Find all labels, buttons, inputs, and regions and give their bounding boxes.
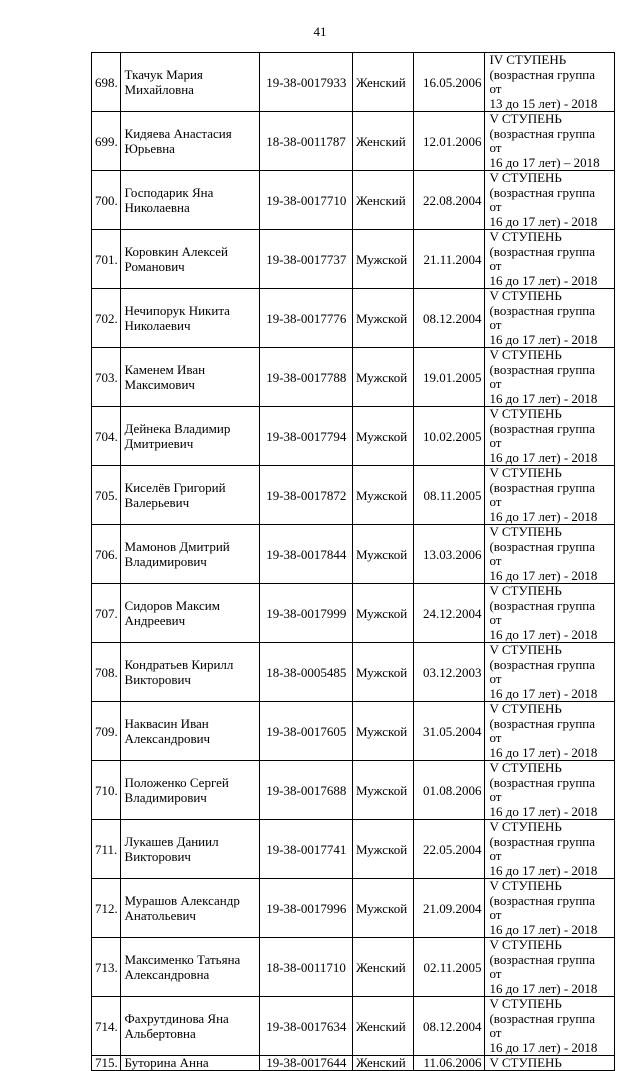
row-number-cell: 715. <box>92 1056 121 1071</box>
level-line: IV СТУПЕНЬ <box>489 52 567 67</box>
table-row <box>92 643 615 702</box>
level-line: (возрастная группа от <box>489 125 596 155</box>
table-row <box>92 938 615 997</box>
level-cell <box>485 997 615 1056</box>
name-cell: Сидоров Максим Андреевич <box>120 584 260 643</box>
level-line: V СТУПЕНЬ <box>489 996 562 1011</box>
level-line: V СТУПЕНЬ <box>489 701 562 716</box>
id-number-cell: 19-38-0017634 <box>260 997 353 1056</box>
birth-date-cell: 08.12.2004 <box>414 997 485 1056</box>
row-number-cell: 706. <box>92 525 121 584</box>
id-number-cell: 19-38-0017605 <box>260 702 353 761</box>
name-cell: Ткачук Мария Михайловна <box>120 53 260 112</box>
name-cell: Дейнека Владимир Дмитриевич <box>120 407 260 466</box>
level-cell <box>485 289 615 348</box>
level-line: 16 до 17 лет) - 2018 <box>489 803 598 819</box>
table-row <box>92 112 615 171</box>
level-line: 16 до 17 лет) - 2018 <box>489 508 598 524</box>
level-line: 16 до 17 лет) - 2018 <box>489 331 598 347</box>
level-line: V СТУПЕНЬ <box>489 1055 562 1070</box>
level-cell <box>485 1056 615 1071</box>
level-line: (возрастная группа от <box>489 66 596 96</box>
name-cell: Кондратьев Кирилл Викторович <box>120 643 260 702</box>
participants-table <box>91 52 615 1071</box>
birth-date-cell: 21.09.2004 <box>414 879 485 938</box>
level-line: (возрастная группа от <box>489 184 596 214</box>
gender-cell: Женский <box>352 1056 413 1071</box>
name-cell: Фахрутдинова Яна Альбертовна <box>120 997 260 1056</box>
id-number-cell: 19-38-0017872 <box>260 466 353 525</box>
level-cell <box>485 230 615 289</box>
table-row <box>92 171 615 230</box>
row-number-cell: 713. <box>92 938 121 997</box>
level-line: V СТУПЕНЬ <box>489 760 562 775</box>
level-line: 16 до 17 лет) - 2018 <box>489 390 598 406</box>
gender-cell: Женский <box>352 53 413 112</box>
level-cell <box>485 879 615 938</box>
gender-cell: Женский <box>352 938 413 997</box>
level-cell <box>485 53 615 112</box>
level-line: V СТУПЕНЬ <box>489 170 562 185</box>
row-number-cell: 710. <box>92 761 121 820</box>
table-row <box>92 230 615 289</box>
row-number-cell: 698. <box>92 53 121 112</box>
level-line: V СТУПЕНЬ <box>489 288 562 303</box>
id-number-cell: 19-38-0017999 <box>260 584 353 643</box>
gender-cell: Женский <box>352 997 413 1056</box>
name-cell: Каменем Иван Максимович <box>120 348 260 407</box>
level-line: 16 до 17 лет) - 2018 <box>489 744 598 760</box>
id-number-cell: 18-38-0011787 <box>260 112 353 171</box>
level-line: V СТУПЕНЬ <box>489 583 562 598</box>
gender-cell: Мужской <box>352 466 413 525</box>
level-line: (возрастная группа от <box>489 833 596 863</box>
id-number-cell: 19-38-0017737 <box>260 230 353 289</box>
level-line: 16 до 17 лет) - 2018 <box>489 921 598 937</box>
birth-date-cell: 08.12.2004 <box>414 289 485 348</box>
level-line: V СТУПЕНЬ <box>489 524 562 539</box>
level-line: 16 до 17 лет) - 2018 <box>489 567 598 583</box>
gender-cell: Мужской <box>352 348 413 407</box>
level-cell <box>485 584 615 643</box>
name-cell: Наквасин Иван Александрович <box>120 702 260 761</box>
table-row <box>92 53 615 112</box>
level-line: 16 до 17 лет) - 2018 <box>489 213 598 229</box>
level-line: (возрастная группа от <box>489 1010 596 1040</box>
level-cell <box>485 171 615 230</box>
name-cell: Кидяева Анастасия Юрьевна <box>120 112 260 171</box>
id-number-cell: 18-38-0005485 <box>260 643 353 702</box>
row-number-cell: 708. <box>92 643 121 702</box>
birth-date-cell: 16.05.2006 <box>414 53 485 112</box>
name-cell: Господарик Яна Николаевна <box>120 171 260 230</box>
level-line: (возрастная группа от <box>489 951 596 981</box>
birth-date-cell: 03.12.2003 <box>414 643 485 702</box>
name-cell: Лукашев Даниил Викторович <box>120 820 260 879</box>
level-cell <box>485 702 615 761</box>
level-line: 16 до 17 лет) - 2018 <box>489 626 598 642</box>
level-line: (возрастная группа от <box>489 774 596 804</box>
birth-date-cell: 22.08.2004 <box>414 171 485 230</box>
table-row <box>92 584 615 643</box>
id-number-cell: 19-38-0017688 <box>260 761 353 820</box>
row-number-cell: 703. <box>92 348 121 407</box>
table-row <box>92 348 615 407</box>
level-line: V СТУПЕНЬ <box>489 819 562 834</box>
level-cell <box>485 820 615 879</box>
birth-date-cell: 24.12.2004 <box>414 584 485 643</box>
level-line: V СТУПЕНЬ <box>489 878 562 893</box>
level-cell <box>485 112 615 171</box>
birth-date-cell: 01.08.2006 <box>414 761 485 820</box>
level-cell <box>485 525 615 584</box>
level-line: V СТУПЕНЬ <box>489 111 562 126</box>
level-line: (возрастная группа от <box>489 302 596 332</box>
level-line: V СТУПЕНЬ <box>489 465 562 480</box>
id-number-cell: 19-38-0017933 <box>260 53 353 112</box>
row-number-cell: 700. <box>92 171 121 230</box>
name-cell: Максименко Татьяна Александровна <box>120 938 260 997</box>
level-line: V СТУПЕНЬ <box>489 937 562 952</box>
table-row <box>92 289 615 348</box>
level-line: 16 до 17 лет) - 2018 <box>489 449 598 465</box>
row-number-cell: 709. <box>92 702 121 761</box>
table-row <box>92 820 615 879</box>
level-line: (возрастная группа от <box>489 420 596 450</box>
birth-date-cell: 21.11.2004 <box>414 230 485 289</box>
page-number: 41 <box>313 24 327 39</box>
row-number-cell: 704. <box>92 407 121 466</box>
level-cell <box>485 348 615 407</box>
level-line: (возрастная группа от <box>489 597 596 627</box>
name-cell: Положенко Сергей Владимирович <box>120 761 260 820</box>
birth-date-cell: 12.01.2006 <box>414 112 485 171</box>
gender-cell: Мужской <box>352 643 413 702</box>
table-row <box>92 1056 615 1071</box>
id-number-cell: 19-38-0017710 <box>260 171 353 230</box>
table-row <box>92 407 615 466</box>
id-number-cell: 19-38-0017794 <box>260 407 353 466</box>
birth-date-cell: 08.11.2005 <box>414 466 485 525</box>
id-number-cell: 19-38-0017996 <box>260 879 353 938</box>
row-number-cell: 701. <box>92 230 121 289</box>
level-line: V СТУПЕНЬ <box>489 642 562 657</box>
level-line: 16 до 17 лет) - 2018 <box>489 685 598 701</box>
birth-date-cell: 11.06.2006 <box>414 1056 485 1071</box>
table-row <box>92 879 615 938</box>
level-cell <box>485 761 615 820</box>
level-line: 16 до 17 лет) - 2018 <box>489 1039 598 1055</box>
name-cell: Коровкин Алексей Романович <box>120 230 260 289</box>
gender-cell: Мужской <box>352 289 413 348</box>
level-cell <box>485 938 615 997</box>
birth-date-cell: 02.11.2005 <box>414 938 485 997</box>
gender-cell: Мужской <box>352 820 413 879</box>
name-cell: Мамонов Дмитрий Владимирович <box>120 525 260 584</box>
level-line: V СТУПЕНЬ <box>489 406 562 421</box>
row-number-cell: 702. <box>92 289 121 348</box>
gender-cell: Мужской <box>352 584 413 643</box>
gender-cell: Женский <box>352 171 413 230</box>
level-line: 16 до 17 лет) - 2018 <box>489 272 598 288</box>
level-line: (возрастная группа от <box>489 361 596 391</box>
row-number-cell: 707. <box>92 584 121 643</box>
level-line: (возрастная группа от <box>489 538 596 568</box>
gender-cell: Мужской <box>352 702 413 761</box>
row-number-cell: 705. <box>92 466 121 525</box>
level-line: 13 до 15 лет) - 2018 <box>489 95 598 111</box>
level-line: V СТУПЕНЬ <box>489 229 562 244</box>
level-line: 16 до 17 лет) - 2018 <box>489 980 598 996</box>
table-row <box>92 761 615 820</box>
level-line: (возрастная группа от <box>489 243 596 273</box>
id-number-cell: 19-38-0017644 <box>260 1056 353 1071</box>
table-body <box>92 53 615 1071</box>
birth-date-cell: 31.05.2004 <box>414 702 485 761</box>
id-number-cell: 19-38-0017776 <box>260 289 353 348</box>
level-cell <box>485 643 615 702</box>
gender-cell: Женский <box>352 112 413 171</box>
level-line: 16 до 17 лет) - 2018 <box>489 862 598 878</box>
level-line: 16 до 17 лет) – 2018 <box>489 154 600 170</box>
birth-date-cell: 13.03.2006 <box>414 525 485 584</box>
id-number-cell: 19-38-0017844 <box>260 525 353 584</box>
level-line: (возрастная группа от <box>489 656 596 686</box>
id-number-cell: 19-38-0017788 <box>260 348 353 407</box>
name-cell: Нечипорук Никита Николаевич <box>120 289 260 348</box>
level-line: (возрастная группа от <box>489 479 596 509</box>
birth-date-cell: 19.01.2005 <box>414 348 485 407</box>
gender-cell: Мужской <box>352 525 413 584</box>
name-cell: Киселёв Григорий Валерьевич <box>120 466 260 525</box>
table-row <box>92 525 615 584</box>
gender-cell: Мужской <box>352 761 413 820</box>
gender-cell: Мужской <box>352 230 413 289</box>
table-row <box>92 997 615 1056</box>
id-number-cell: 19-38-0017741 <box>260 820 353 879</box>
row-number-cell: 714. <box>92 997 121 1056</box>
row-number-cell: 699. <box>92 112 121 171</box>
level-cell <box>485 466 615 525</box>
name-cell: Мурашов Александр Анатольевич <box>120 879 260 938</box>
name-cell: Буторина Анна <box>120 1056 260 1071</box>
birth-date-cell: 22.05.2004 <box>414 820 485 879</box>
birth-date-cell: 10.02.2005 <box>414 407 485 466</box>
table-row <box>92 702 615 761</box>
table-row <box>92 466 615 525</box>
gender-cell: Мужской <box>352 407 413 466</box>
row-number-cell: 712. <box>92 879 121 938</box>
id-number-cell: 18-38-0011710 <box>260 938 353 997</box>
level-cell <box>485 407 615 466</box>
row-number-cell: 711. <box>92 820 121 879</box>
level-line: V СТУПЕНЬ <box>489 347 562 362</box>
gender-cell: Мужской <box>352 879 413 938</box>
level-line: (возрастная группа от <box>489 892 596 922</box>
level-line: (возрастная группа от <box>489 715 596 745</box>
